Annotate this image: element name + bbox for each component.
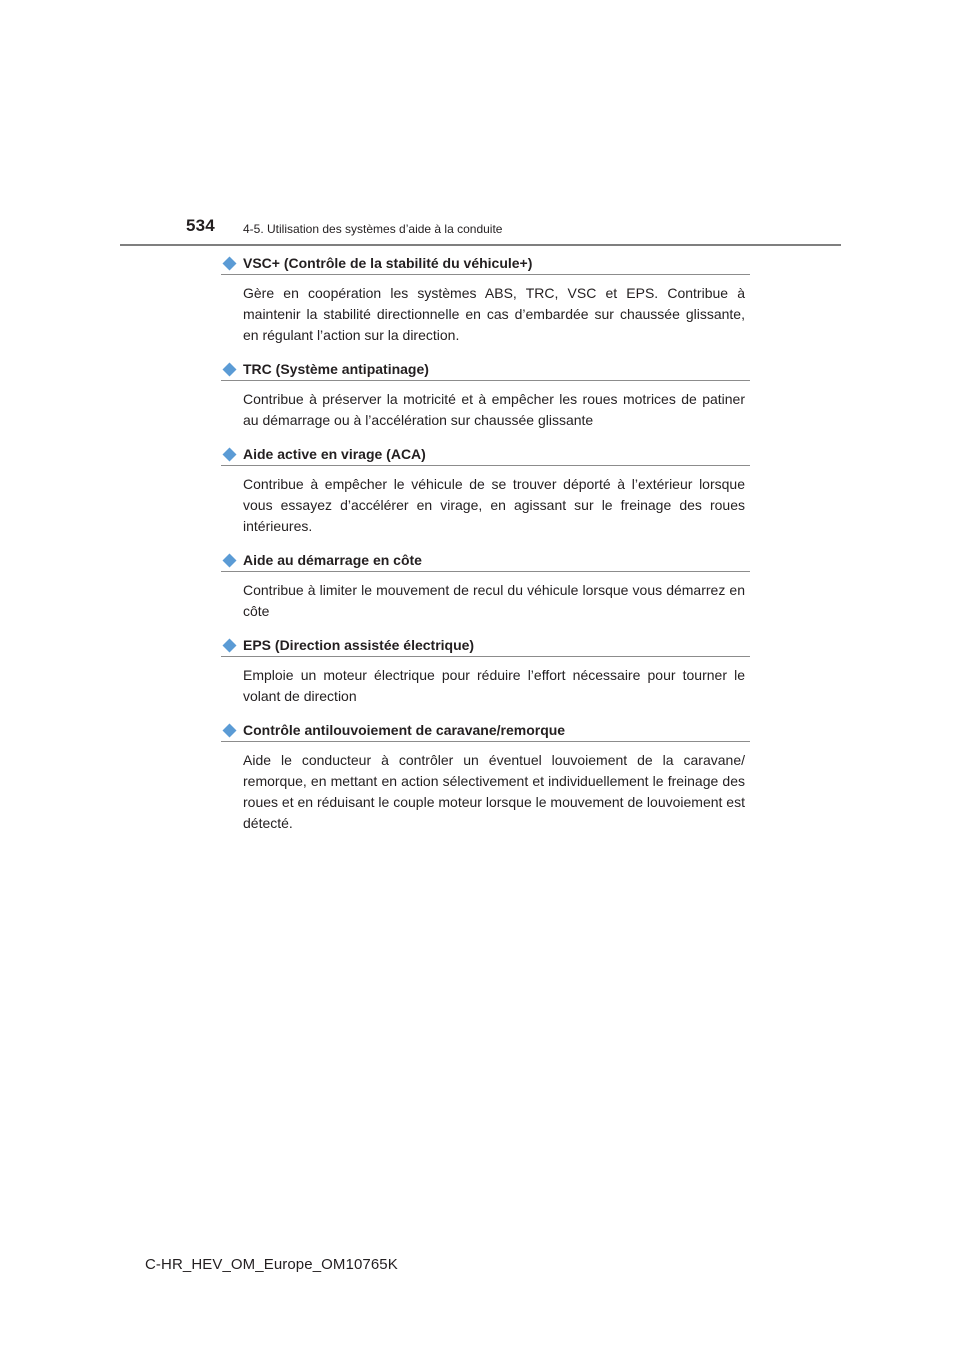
section-eps xyxy=(221,635,750,707)
page-number: 534 xyxy=(186,216,215,235)
section-heading xyxy=(221,253,750,275)
diamond-bullet-icon xyxy=(221,637,238,654)
section-title: EPS (Direction assistée électrique) xyxy=(243,637,475,653)
section-trc xyxy=(221,359,750,431)
diamond-bullet-icon xyxy=(221,552,238,569)
section-heading xyxy=(221,720,750,742)
diamond-bullet-icon xyxy=(221,722,238,739)
section-body: Emploie un moteur électrique pour réduire l’effort nécessaire pour tourner le volant de direction xyxy=(243,667,745,704)
footer-document-code: C-HR_HEV_OM_Europe_OM10765K xyxy=(145,1256,398,1273)
section-title: Aide au démarrage en côte xyxy=(243,552,422,568)
section-body: Contribue à préserver la motricité et à empêcher les roues motrices de patiner au démarrage ou à l’accélération sur chaussée glissante xyxy=(243,391,745,428)
section-body: Contribue à empêcher le véhicule de se trouver déporté à l’extérieur lorsque vous essayez d’accélérer en virage, en agissant sur le freinage des roues intérieures. xyxy=(243,476,745,534)
section-heading xyxy=(221,444,750,466)
section-title: Contrôle antilouvoiement de caravane/remorque xyxy=(243,722,566,738)
diamond-bullet-icon xyxy=(221,361,238,378)
section-title: TRC (Système antipatinage) xyxy=(243,361,429,377)
section-title: VSC+ (Contrôle de la stabilité du véhicule+) xyxy=(243,255,533,271)
running-head: 4-5. Utilisation des systèmes d’aide à la conduite xyxy=(243,222,503,236)
section-body: Aide le conducteur à contrôler un éventuel louvoiement de la caravane/ remorque, en mettant en action sélectivement et individuellement le freinage des roues et en réduisant le couple moteur lorsque le mouvement de louvoiement est détecté. xyxy=(243,752,745,831)
section-body: Gère en coopération les systèmes ABS, TRC, VSC et EPS. Contribue à maintenir la stabilité directionnelle en cas d’embardée sur chaussée glissante, en régulant l’action sur la direction. xyxy=(243,285,745,343)
section-hill-start xyxy=(221,550,750,622)
section-heading xyxy=(221,635,750,657)
diamond-bullet-icon xyxy=(221,446,238,463)
diamond-bullet-icon xyxy=(221,255,238,272)
section-heading xyxy=(221,359,750,381)
section-heading xyxy=(221,550,750,572)
section-vsc xyxy=(221,253,750,346)
main-content xyxy=(221,253,750,834)
header-divider xyxy=(120,244,841,246)
section-aca xyxy=(221,444,750,537)
section-body: Contribue à limiter le mouvement de recul du véhicule lorsque vous démarrez en côte xyxy=(243,582,745,619)
section-trailer-sway xyxy=(221,720,750,834)
section-title: Aide active en virage (ACA) xyxy=(243,446,426,462)
